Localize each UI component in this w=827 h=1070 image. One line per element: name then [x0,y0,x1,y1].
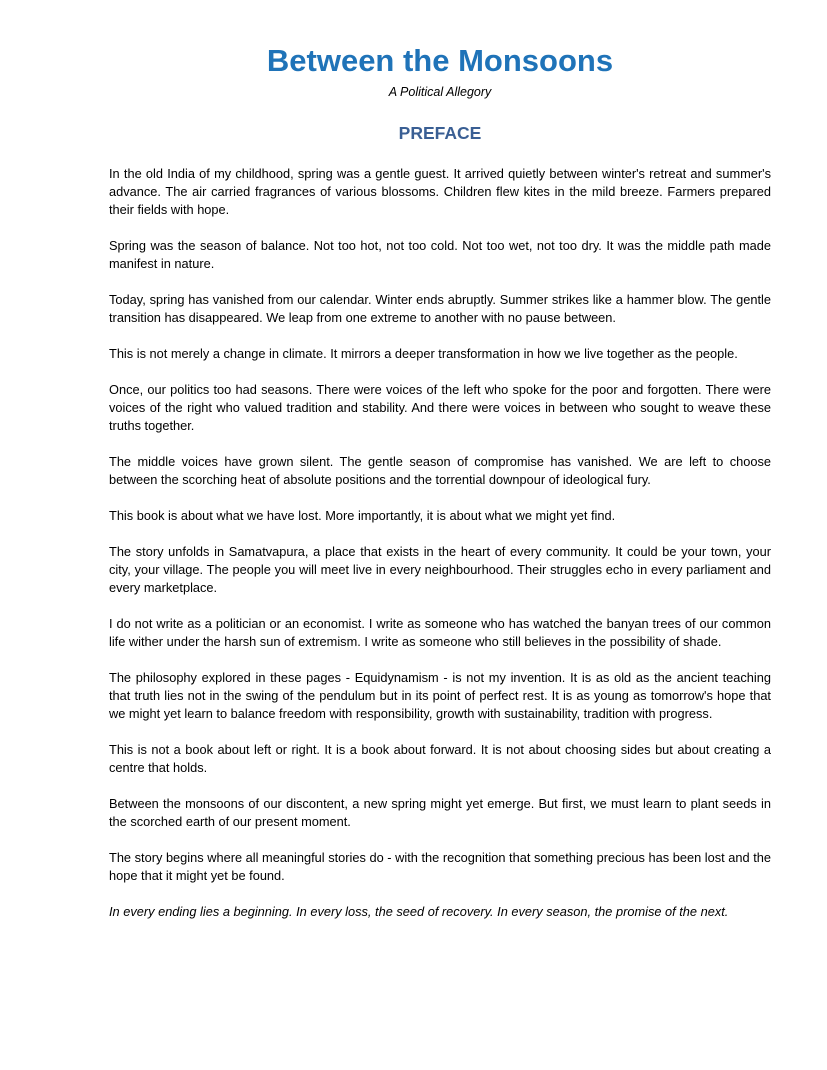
paragraph: The story begins where all meaningful stories do - with the recognition that something precious has been lost and the hope that it might yet be found. [109,850,771,883]
paragraph: The story unfolds in Samatvapura, a place that exists in the heart of every community. It could be your town, your city, your village. The people you will meet live in every neighbourhood. Their struggles echo in every parliament and every marketplace. [109,544,771,595]
paragraph: The philosophy explored in these pages - Equidynamism - is not my invention. It is as old as the ancient teaching that truth lies not in the swing of the pendulum but in its point of perfect rest. It is as young as tomorrow's hope that we might yet learn to balance freedom with responsibility, growth with sustainability, tradition with progress. [109,670,771,721]
paragraph: In the old India of my childhood, spring was a gentle guest. It arrived quietly between winter's retreat and summer's advance. The air carried fragrances of various blossoms. Children flew kites in the mild breeze. Farmers prepared their fields with hope. [109,166,771,217]
document-subtitle: A Political Allegory [388,85,492,99]
paragraph: The middle voices have grown silent. The gentle season of compromise has vanished. We are left to choose between the scorching heat of absolute positions and the torrential downpour of ideological fury. [109,454,771,487]
paragraph: This is not merely a change in climate. It mirrors a deeper transformation in how we live together as the people. [109,346,738,361]
paragraph: This book is about what we have lost. More importantly, it is about what we might yet find. [109,508,616,523]
paragraph: I do not write as a politician or an economist. I write as someone who has watched the banyan trees of our common life wither under the harsh sun of extremism. I write as someone who still believes in the possibility of shade. [109,616,771,649]
closing-line: In every ending lies a beginning. In every loss, the seed of recovery. In every season, the promise of the next. [109,904,729,919]
preface-body [109,165,771,939]
paragraph: Once, our politics too had seasons. There were voices of the left who spoke for the poor and forgotten. There were voices of the right who valued tradition and stability. And there were voices in between who sought to weave these truths together. [109,382,771,433]
document-title: Between the Monsoons [266,43,614,78]
paragraph: Spring was the season of balance. Not too hot, not too cold. Not too wet, not too dry. It was the middle path made manifest in nature. [109,238,771,271]
section-heading-preface: PREFACE [398,123,482,143]
paragraph: Between the monsoons of our discontent, a new spring might yet emerge. But first, we must learn to plant seeds in the scorched earth of our present moment. [109,796,771,829]
paragraph: Today, spring has vanished from our calendar. Winter ends abruptly. Summer strikes like a hammer blow. The gentle transition has disappeared. We leap from one extreme to another with no pause between. [109,292,771,325]
paragraph: This is not a book about left or right. It is a book about forward. It is not about choosing sides but about creating a centre that holds. [109,742,771,775]
